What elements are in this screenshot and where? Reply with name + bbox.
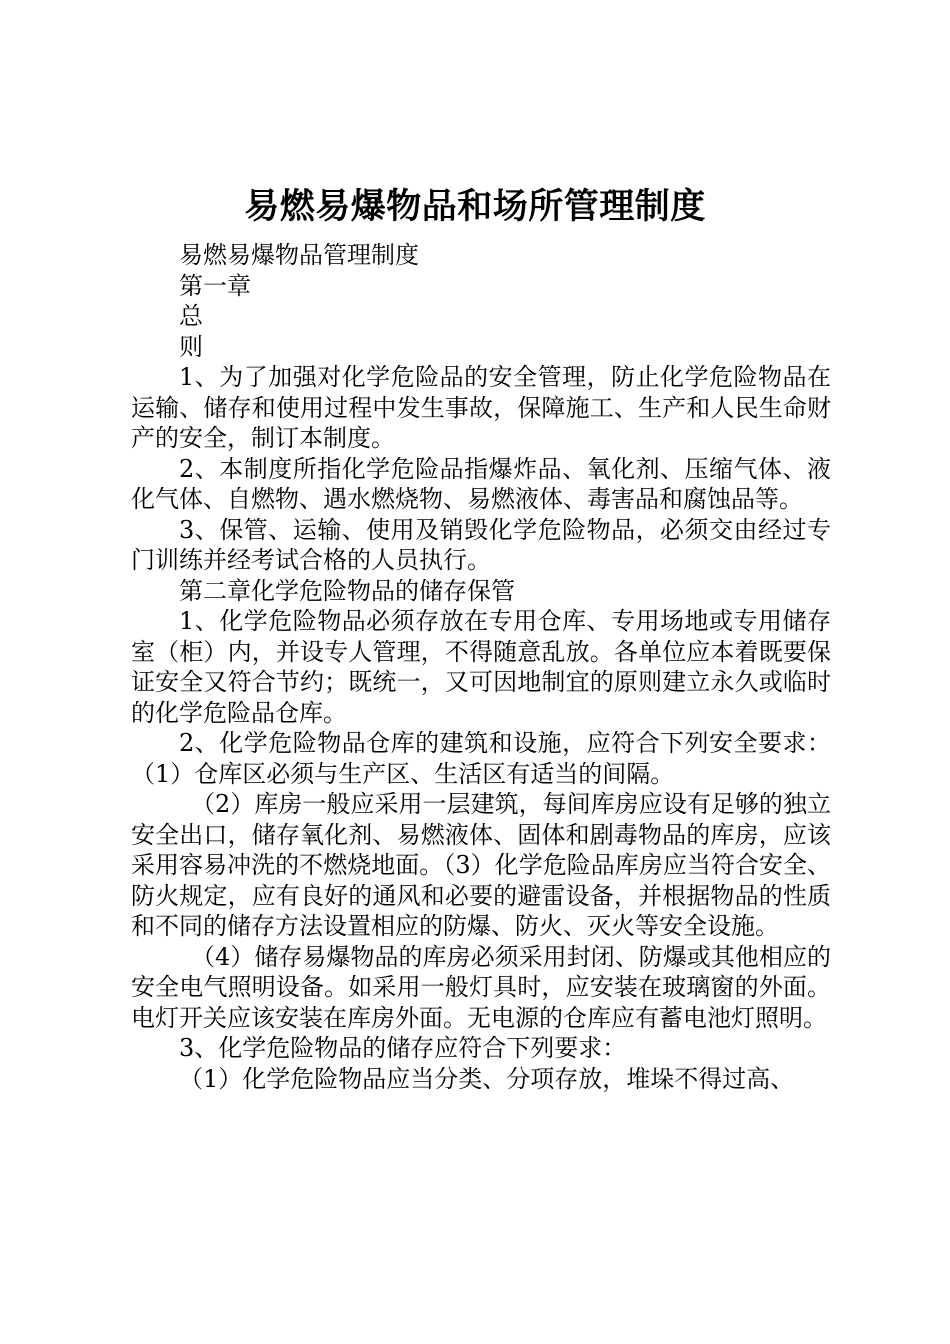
paragraph-1-3: 3、保管、运输、使用及销毁化学危险物品，必须交由经过专门训练并经考试合格的人员执行。 (131, 515, 831, 574)
paragraph-chapter-1-name-b: 则 (179, 332, 203, 361)
paragraph-2-3: 3、化学危险物品的储存应符合下列要求： (179, 1034, 627, 1062)
paragraph-2-2-items: （2）库房一般应采用一层建筑，每间库房应设有足够的独立安全出口，储存氧化剂、易燃液体、固体和剧毒物品的库房，应该采用容易冲洗的不燃烧地面。（3）化学危险品库房应当符合安全、防火规定，应有良好的通风和必要的避雷设备，并根据物品的性质和不同的储存方法设置相应的防爆、防火、灭火等安全设施。 (131, 790, 831, 940)
document-body (131, 240, 831, 1094)
paragraph-chapter-2: 第二章化学危险物品的储存保管 (179, 576, 515, 605)
paragraph-chapter-1: 第一章 (179, 271, 251, 300)
paragraph-subtitle: 易燃易爆物品管理制度 (179, 241, 419, 269)
paragraph-chapter-1-name-a: 总 (179, 302, 203, 330)
document-title: 易燃易爆物品和场所管理制度 (244, 187, 706, 227)
paragraph-2-2: 2、化学危险物品仓库的建筑和设施，应符合下列安全要求：（1）仓库区必须与生产区、生活区有适当的间隔。 (131, 729, 831, 788)
paragraph-2-1: 1、化学危险物品必须存放在专用仓库、专用场地或专用储存室（柜）内，并设专人管理，不得随意乱放。各单位应本着既要保证安全又符合节约；既统一，又可因地制宜的原则建立永久或临时的化学危险品仓库。 (131, 607, 831, 727)
paragraph-1-2: 2、本制度所指化学危险品指爆炸品、氧化剂、压缩气体、液化气体、自燃物、遇水燃烧物、易燃液体、毒害品和腐蚀品等。 (131, 454, 831, 513)
paragraph-2-2-item-4: （4）储存易爆物品的库房必须采用封闭、防爆或其他相应的安全电气照明设备。如采用一般灯具时，应安装在玻璃窗的外面。电灯开关应该安装在库房外面。无电源的仓库应有蓄电池灯照明。 (131, 942, 831, 1032)
paragraph-1-1: 1、为了加强对化学危险品的安全管理，防止化学危险物品在运输、储存和使用过程中发生事故，保障施工、生产和人民生命财产的安全，制订本制度。 (131, 363, 831, 452)
paragraph-2-3-item-1: （1）化学危险物品应当分类、分项存放，堆垛不得过高、 (179, 1064, 795, 1093)
